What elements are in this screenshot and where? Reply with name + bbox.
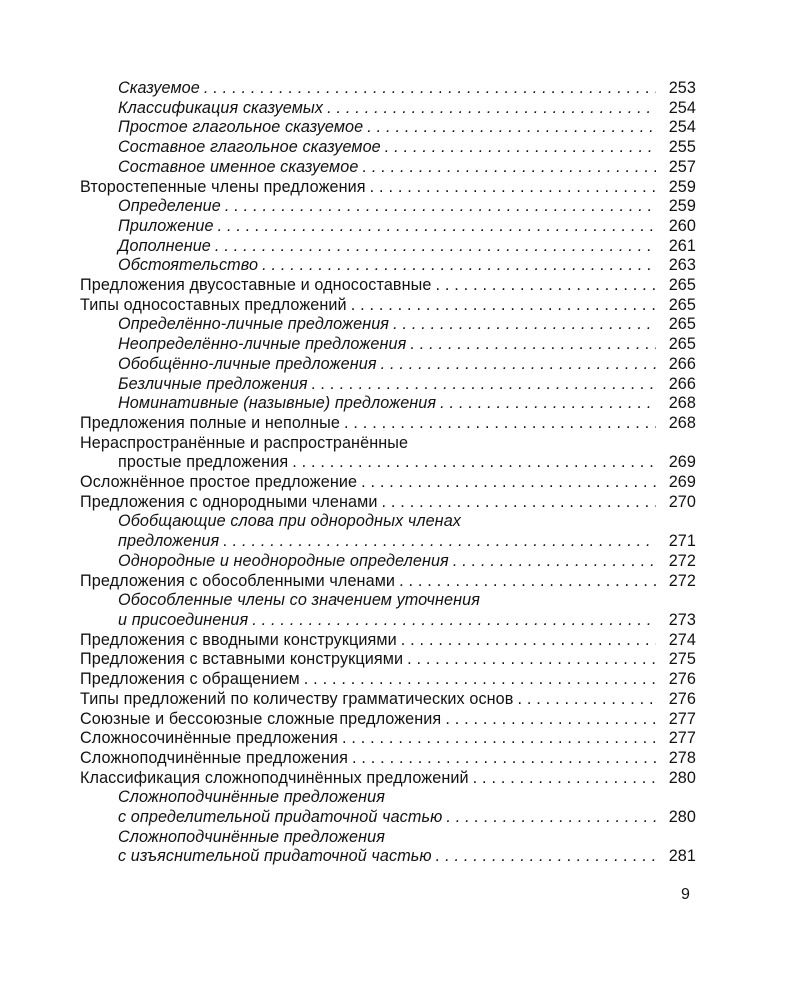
toc-entry-page: 270 <box>668 492 696 511</box>
toc-entry[interactable] <box>80 335 696 355</box>
dot-leader <box>393 315 656 335</box>
toc-entry-title-line: Сложноподчинённые предложения <box>118 827 385 846</box>
dot-leader <box>385 138 656 158</box>
toc-entry-page: 257 <box>668 157 696 176</box>
toc-entry-title: Простое глагольное сказуемое <box>118 118 364 137</box>
toc-entry-title: Союзные и бессоюзные сложные предложения <box>80 709 442 728</box>
toc-entry-title: и присоединения <box>118 610 249 629</box>
dot-leader <box>473 769 656 789</box>
toc-entry-title-line: Обособленные члены со значением уточнения <box>118 591 481 610</box>
toc-entry-page: 265 <box>668 276 696 295</box>
toc-entry-page: 260 <box>668 216 696 235</box>
toc-entry-row <box>80 473 696 493</box>
toc-entry-row <box>80 710 696 730</box>
toc-entry[interactable] <box>80 828 696 867</box>
toc-entry-row <box>80 178 696 198</box>
toc-entry-page: 255 <box>668 138 696 157</box>
dot-leader <box>401 631 656 651</box>
dot-leader <box>204 79 656 99</box>
dot-leader <box>292 453 656 473</box>
dot-leader <box>446 808 656 828</box>
dot-leader <box>351 296 656 316</box>
toc-entry-page: 276 <box>668 689 696 708</box>
toc-entry-row <box>80 197 696 217</box>
dot-leader <box>436 847 656 867</box>
toc-entry-title: Предложения с вставными конструкциями <box>80 650 404 669</box>
toc-entry[interactable] <box>80 710 696 730</box>
toc-entry[interactable] <box>80 769 696 789</box>
toc-entry-title: Безличные предложения <box>118 374 308 393</box>
dot-leader <box>252 611 656 631</box>
toc-entry-page: 273 <box>668 610 696 629</box>
toc-entry-row <box>80 552 696 572</box>
toc-entry-page: 277 <box>668 729 696 748</box>
toc-entry[interactable] <box>80 591 696 630</box>
toc-entry-title: Определение <box>118 197 221 216</box>
toc-entry-row <box>80 769 696 789</box>
toc-entry-row <box>80 158 696 178</box>
toc-entry[interactable] <box>80 138 696 158</box>
toc-entry[interactable] <box>80 493 696 513</box>
toc-entry[interactable] <box>80 276 696 296</box>
toc-entry-title: Предложения с обращением <box>80 670 300 689</box>
toc-entry[interactable] <box>80 237 696 257</box>
toc-entry-row <box>80 650 696 670</box>
toc-entry[interactable] <box>80 394 696 414</box>
toc-entry-page: 268 <box>668 413 696 432</box>
toc-entry-row <box>80 276 696 296</box>
toc-entry-row <box>80 493 696 513</box>
toc-entry-title: Неопределённо-личные предложения <box>118 335 407 354</box>
toc-entry[interactable] <box>80 631 696 651</box>
toc-entry-page: 280 <box>668 768 696 787</box>
toc-entry-page: 276 <box>668 670 696 689</box>
toc-entry[interactable] <box>80 256 696 276</box>
toc-entry-title: Типы предложений по количеству грамматических основ <box>80 689 514 708</box>
toc-entry-title: Предложения полные и неполные <box>80 413 341 432</box>
toc-entry[interactable] <box>80 79 696 99</box>
toc-entry-title-line: Обобщающие слова при однородных членах <box>118 512 461 531</box>
toc-entry-row <box>80 414 696 434</box>
dot-leader <box>304 670 656 690</box>
toc-entry-row <box>80 296 696 316</box>
dot-leader <box>453 552 656 572</box>
toc-entry-title: Второстепенные члены предложения <box>80 177 366 196</box>
table-of-contents <box>80 79 696 867</box>
toc-entry[interactable] <box>80 690 696 710</box>
toc-entry[interactable] <box>80 118 696 138</box>
toc-entry[interactable] <box>80 178 696 198</box>
toc-entry-title: Составное именное сказуемое <box>118 157 359 176</box>
dot-leader <box>370 178 656 198</box>
toc-entry-row <box>80 237 696 257</box>
toc-entry-page: 272 <box>668 571 696 590</box>
toc-entry-page: 253 <box>668 79 696 97</box>
toc-entry-page: 269 <box>668 453 696 472</box>
toc-entry-row <box>80 631 696 651</box>
dot-leader <box>382 493 656 513</box>
toc-entry-page: 266 <box>668 374 696 393</box>
toc-entry-row <box>80 256 696 276</box>
toc-entry-page: 281 <box>668 847 696 866</box>
toc-entry[interactable] <box>80 355 696 375</box>
toc-entry-page: 269 <box>668 473 696 492</box>
toc-entry-title: Приложение <box>118 216 214 235</box>
toc-entry-title: Типы односоставных предложений <box>80 295 347 314</box>
toc-entry-page: 275 <box>668 650 696 669</box>
toc-entry[interactable] <box>80 729 696 749</box>
toc-entry-row <box>80 79 696 99</box>
dot-leader <box>436 276 657 296</box>
page-number: 9 <box>681 886 690 903</box>
toc-entry-title: Классификация сказуемых <box>118 98 324 117</box>
toc-entry[interactable] <box>80 670 696 690</box>
dot-leader <box>410 335 656 355</box>
toc-entry-title: Сложносочинённые предложения <box>80 729 338 748</box>
dot-leader <box>327 99 656 119</box>
toc-entry-page: 265 <box>668 295 696 314</box>
toc-entry-title: с определительной придаточной частью <box>118 808 443 827</box>
toc-entry[interactable] <box>80 434 696 473</box>
toc-entry-row <box>80 729 696 749</box>
toc-entry-page: 274 <box>668 630 696 649</box>
toc-entry-page: 265 <box>668 315 696 334</box>
toc-entry-title: Сложноподчинённые предложения <box>80 748 348 767</box>
toc-entry-row <box>80 690 696 710</box>
toc-entry-row <box>80 355 696 375</box>
toc-entry-row <box>80 138 696 158</box>
toc-entry-title-line: Сложноподчинённые предложения <box>118 788 385 807</box>
toc-entry-title: Сказуемое <box>118 79 200 97</box>
toc-entry-title: Составное глагольное сказуемое <box>118 138 381 157</box>
toc-entry[interactable] <box>80 197 696 217</box>
toc-entry-page: 277 <box>668 709 696 728</box>
toc-entry[interactable] <box>80 788 696 827</box>
toc-entry-page: 278 <box>668 748 696 767</box>
toc-entry[interactable] <box>80 749 696 769</box>
toc-entry[interactable] <box>80 315 696 335</box>
toc-entry-page: 261 <box>668 236 696 255</box>
dot-leader <box>440 394 656 414</box>
toc-entry-title: предложения <box>118 532 220 551</box>
toc-entry-title: Номинативные (назывные) предложения <box>118 394 437 413</box>
toc-entry-row <box>80 572 696 592</box>
toc-entry-title: Классификация сложноподчинённых предложений <box>80 768 469 787</box>
dot-leader <box>517 690 656 710</box>
toc-entry-title: Осложнённое простое предложение <box>80 473 358 492</box>
toc-entry-page: 263 <box>668 256 696 275</box>
toc-entry-title: Определённо-личные предложения <box>118 315 390 334</box>
toc-entry[interactable] <box>80 99 696 119</box>
toc-entry-page: 265 <box>668 335 696 354</box>
toc-entry[interactable] <box>80 375 696 395</box>
dot-leader <box>342 729 656 749</box>
toc-entry-title: Предложения двусоставные и односоставные <box>80 276 432 295</box>
toc-entry-title-line: Нераспространённые и распространённые <box>80 433 409 452</box>
dot-leader <box>361 473 656 493</box>
toc-entry[interactable] <box>80 414 696 434</box>
toc-entry[interactable] <box>80 552 696 572</box>
dot-leader <box>381 355 656 375</box>
toc-entry-title: Обстоятельство <box>118 256 259 275</box>
toc-entry[interactable] <box>80 650 696 670</box>
toc-entry-page: 259 <box>668 197 696 216</box>
dot-leader <box>362 158 656 178</box>
toc-entry-row <box>80 670 696 690</box>
toc-entry-page: 254 <box>668 118 696 137</box>
toc-entry-row <box>80 611 696 631</box>
toc-entry-title: Однородные и неоднородные определения <box>118 551 449 570</box>
toc-entry-title: Дополнение <box>118 236 211 255</box>
toc-entry-title: с изъяснительной придаточной частью <box>118 847 432 866</box>
toc-entry-row <box>80 315 696 335</box>
toc-entry-page: 266 <box>668 354 696 373</box>
toc-entry-row <box>80 394 696 414</box>
dot-leader <box>344 414 656 434</box>
toc-entry-title: простые предложения <box>118 453 289 472</box>
toc-entry[interactable] <box>80 512 696 551</box>
toc-entry[interactable] <box>80 296 696 316</box>
dot-leader <box>225 197 656 217</box>
dot-leader <box>407 650 656 670</box>
toc-entry-page: 280 <box>668 808 696 827</box>
dot-leader <box>218 217 656 237</box>
toc-entry-row <box>80 217 696 237</box>
toc-entry-row <box>80 808 696 828</box>
dot-leader <box>215 237 656 257</box>
toc-entry-page: 259 <box>668 177 696 196</box>
dot-leader <box>367 118 656 138</box>
dot-leader <box>223 532 656 552</box>
dot-leader <box>445 710 656 730</box>
dot-leader <box>262 256 656 276</box>
toc-entry-row <box>80 335 696 355</box>
toc-entry[interactable] <box>80 572 696 592</box>
toc-entry[interactable] <box>80 158 696 178</box>
toc-entry[interactable] <box>80 473 696 493</box>
toc-entry-page: 268 <box>668 394 696 413</box>
toc-entry-page: 271 <box>668 532 696 551</box>
toc-entry[interactable] <box>80 217 696 237</box>
toc-entry-row <box>80 847 696 867</box>
toc-entry-row <box>80 118 696 138</box>
toc-entry-row <box>80 375 696 395</box>
dot-leader <box>399 572 656 592</box>
toc-entry-title: Предложения с однородными членами <box>80 492 378 511</box>
toc-entry-page: 254 <box>668 98 696 117</box>
toc-entry-row <box>80 532 696 552</box>
toc-entry-page: 272 <box>668 551 696 570</box>
toc-entry-title: Предложения с вводными конструкциями <box>80 630 397 649</box>
toc-entry-row <box>80 749 696 769</box>
dot-leader <box>312 375 656 395</box>
toc-entry-title: Предложения с обособленными членами <box>80 571 396 590</box>
toc-entry-row <box>80 99 696 119</box>
toc-entry-row <box>80 453 696 473</box>
toc-entry-title: Обобщённо-личные предложения <box>118 354 377 373</box>
dot-leader <box>352 749 656 769</box>
